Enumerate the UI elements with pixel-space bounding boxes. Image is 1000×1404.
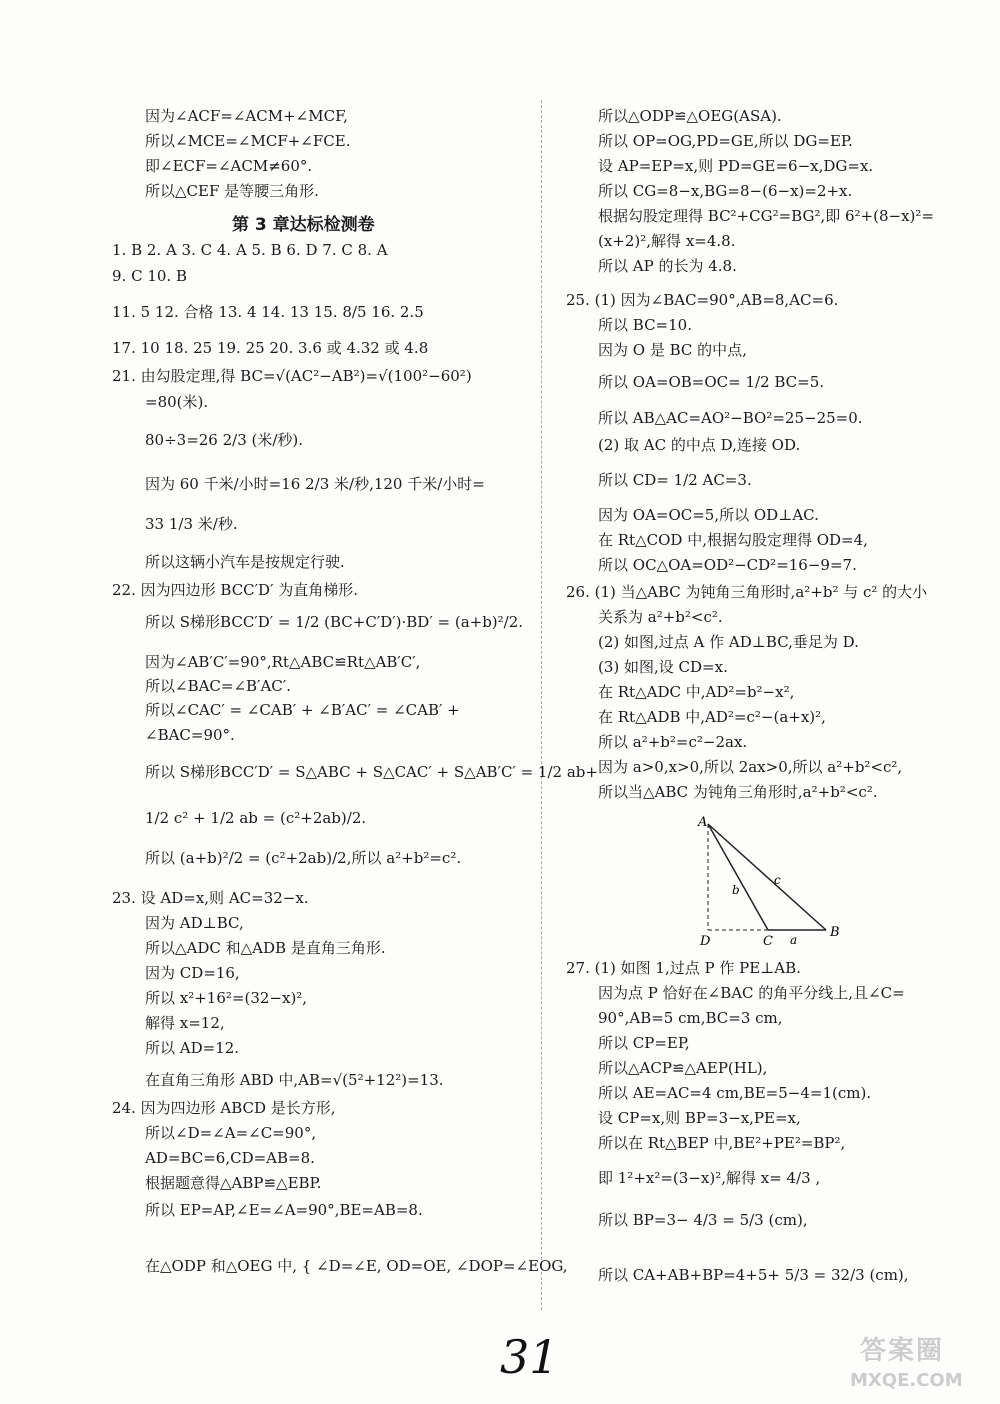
left-text-line: 在直角三角形 ABD 中,AB=√(5²+12²)=13. <box>145 1071 444 1089</box>
left-text-line: ∠BAC=90°. <box>145 726 235 744</box>
left-text-line: 因为 CD=16, <box>145 964 240 982</box>
left-text-line: 因为∠AB′C′=90°,Rt△ABC≌Rt△AB′C′, <box>145 653 421 671</box>
side-b <box>708 824 768 930</box>
right-text-line: (x+2)²,解得 x=4.8. <box>598 232 736 250</box>
right-text-line: 因为 a>0,x>0,所以 2ax>0,所以 a²+b²<c², <box>598 758 903 776</box>
right-text-line: 所以 OP=OG,PD=GE,所以 DG=EP. <box>598 132 853 150</box>
left-text-line: 所以 EP=AP,∠E=∠A=90°,BE=AB=8. <box>145 1201 423 1219</box>
left-text-line: 17. 10 18. 25 19. 25 20. 3.6 或 4.32 或 4.8 <box>112 339 429 357</box>
left-text-line: 1/2 c² + 1/2 ab = (c²+2ab)/2. <box>145 809 367 827</box>
right-text-line: 所以 BP=3− 4/3 = 5/3 (cm), <box>598 1211 808 1229</box>
right-text-line: 所以 CA+AB+BP=4+5+ 5/3 = 32/3 (cm), <box>598 1266 909 1284</box>
label-b-vertex: B <box>830 925 840 940</box>
left-text-line: 所以∠CAC′ = ∠CAB′ + ∠B′AC′ = ∠CAB′ + <box>145 701 460 719</box>
watermark-url: MXQE.COM <box>850 1370 963 1391</box>
left-text-line: AD=BC=6,CD=AB=8. <box>145 1149 315 1167</box>
label-c-side: c <box>774 873 781 887</box>
left-text-line: 23. 设 AD=x,则 AC=32−x. <box>112 889 309 907</box>
left-text-line: 所以△ADC 和△ADB 是直角三角形. <box>145 939 386 957</box>
right-text-line: 所以在 Rt△BEP 中,BE²+PE²=BP², <box>598 1134 846 1152</box>
right-text-line: 所以 CG=8−x,BG=8−(6−x)=2+x. <box>598 182 853 200</box>
left-text-line: 解得 x=12, <box>145 1014 225 1032</box>
column-divider <box>541 100 542 1310</box>
left-text-line: =80(米). <box>145 393 209 411</box>
right-text-line: 设 CP=x,则 BP=3−x,PE=x, <box>598 1109 801 1127</box>
right-text-line: 所以 CP=EP, <box>598 1034 690 1052</box>
right-text-line: 所以当△ABC 为钝角三角形时,a²+b²<c². <box>598 783 878 801</box>
right-text-line: 所以 a²+b²=c²−2ax. <box>598 733 748 751</box>
left-text-line: 根据题意得△ABP≌△EBP. <box>145 1174 322 1192</box>
right-text-line: 所以 BC=10. <box>598 316 692 334</box>
left-text-line: 21. 由勾股定理,得 BC=√(AC²−AB²)=√(100²−60²) <box>112 367 472 385</box>
left-text-line: 因为 AD⊥BC, <box>145 914 244 932</box>
left-text-line: 所以 S梯形BCC′D′ = 1/2 (BC+C′D′)·BD′ = (a+b)²/2. <box>145 613 524 631</box>
right-text-line: 关系为 a²+b²<c². <box>598 608 723 626</box>
label-b-side: b <box>732 883 740 897</box>
right-text-line: 所以 AP 的长为 4.8. <box>598 257 737 275</box>
left-text-line: 33 1/3 米/秒. <box>145 515 238 533</box>
right-text-line: 所以△ACP≌△AEP(HL), <box>598 1059 768 1077</box>
right-text-line: 即 1²+x²=(3−x)²,解得 x= 4/3 , <box>598 1169 821 1187</box>
right-text-line: 在 Rt△ADB 中,AD²=c²−(a+x)², <box>598 708 826 726</box>
watermark-logo: 答案圈 <box>860 1336 945 1366</box>
right-text-line: 所以△ODP≌△OEG(ASA). <box>598 107 782 125</box>
left-text-line: 在△ODP 和△OEG 中, { ∠D=∠E, OD=OE, ∠DOP=∠EOG, <box>145 1257 568 1275</box>
right-text-line: 所以 AE=AC=4 cm,BE=5−4=1(cm). <box>598 1084 872 1102</box>
left-text-line: 所以 AD=12. <box>145 1039 240 1057</box>
right-text-line: (2) 取 AC 的中点 D,连接 OD. <box>598 436 801 454</box>
right-text-line: 90°,AB=5 cm,BC=3 cm, <box>598 1009 783 1027</box>
right-text-line: 在 Rt△COD 中,根据勾股定理得 OD=4, <box>598 531 868 549</box>
right-text-line: 所以 CD= 1/2 AC=3. <box>598 471 752 489</box>
left-text-line: 24. 因为四边形 ABCD 是长方形, <box>112 1099 336 1117</box>
left-text-line: 所以 S梯形BCC′D′ = S△ABC + S△CAC′ + S△AB′C′ = 1/2 ab+ <box>145 763 598 781</box>
label-a-vertex: A <box>698 815 708 830</box>
left-text-line: 所以∠D=∠A=∠C=90°, <box>145 1124 317 1142</box>
right-text-line: (3) 如图,设 CD=x. <box>598 658 728 676</box>
left-text-line: 所以 x²+16²=(32−x)², <box>145 989 308 1007</box>
left-text-line: 所以∠BAC=∠B′AC′. <box>145 677 291 695</box>
right-text-line: 所以 AB△AC=AO²−BO²=25−25=0. <box>598 409 863 427</box>
right-text-line: 26. (1) 当△ABC 为钝角三角形时,a²+b² 与 c² 的大小 <box>566 583 928 601</box>
left-text-line: 因为∠ACF=∠ACM+∠MCF, <box>145 107 348 125</box>
right-text-line: 因为点 P 恰好在∠BAC 的角平分线上,且∠C= <box>598 984 905 1002</box>
right-text-line: 设 AP=EP=x,则 PD=GE=6−x,DG=x. <box>598 157 874 175</box>
right-text-line: 因为 O 是 BC 的中点, <box>598 341 747 359</box>
left-text-line: 所以△CEF 是等腰三角形. <box>145 182 319 200</box>
left-text-line: 因为 60 千米/小时=16 2/3 米/秒,120 千米/小时= <box>145 475 485 493</box>
right-text-line: 27. (1) 如图 1,过点 P 作 PE⊥AB. <box>566 959 801 977</box>
left-text-line: 9. C 10. B <box>112 267 187 285</box>
triangle-figure <box>690 812 850 947</box>
left-text-line: 所以 (a+b)²/2 = (c²+2ab)/2,所以 a²+b²=c². <box>145 849 462 867</box>
right-text-line: 在 Rt△ADC 中,AD²=b²−x², <box>598 683 795 701</box>
side-c <box>708 824 826 930</box>
left-text-line: 所以这辆小汽车是按规定行驶. <box>145 553 345 571</box>
left-text-line: 即∠ECF=∠ACM≠60°. <box>145 157 313 175</box>
label-c-vertex: C <box>763 934 773 947</box>
left-text-line: 80÷3=26 2/3 (米/秒). <box>145 431 304 449</box>
left-text-line: 1. B 2. A 3. C 4. A 5. B 6. D 7. C 8. A <box>112 241 388 259</box>
label-d-vertex: D <box>700 934 711 947</box>
right-text-line: 25. (1) 因为∠BAC=90°,AB=8,AC=6. <box>566 291 839 309</box>
left-text-line: 11. 5 12. 合格 13. 4 14. 13 15. 8/5 16. 2.5 <box>112 303 424 321</box>
right-text-line: 因为 OA=OC=5,所以 OD⊥AC. <box>598 506 819 524</box>
right-text-line: 所以 OC△OA=OD²−CD²=16−9=7. <box>598 556 857 574</box>
right-text-line: 根据勾股定理得 BC²+CG²=BG²,即 6²+(8−x)²= <box>598 207 934 225</box>
right-text-line: (2) 如图,过点 A 作 AD⊥BC,垂足为 D. <box>598 633 859 651</box>
label-a-side: a <box>790 933 798 947</box>
left-text-line: 22. 因为四边形 BCC′D′ 为直角梯形. <box>112 581 359 599</box>
section-title: 第 3 章达标检测卷 <box>232 215 375 235</box>
left-text-line: 所以∠MCE=∠MCF+∠FCE. <box>145 132 351 150</box>
page-number: 31 <box>500 1330 559 1384</box>
right-text-line: 所以 OA=OB=OC= 1/2 BC=5. <box>598 373 825 391</box>
